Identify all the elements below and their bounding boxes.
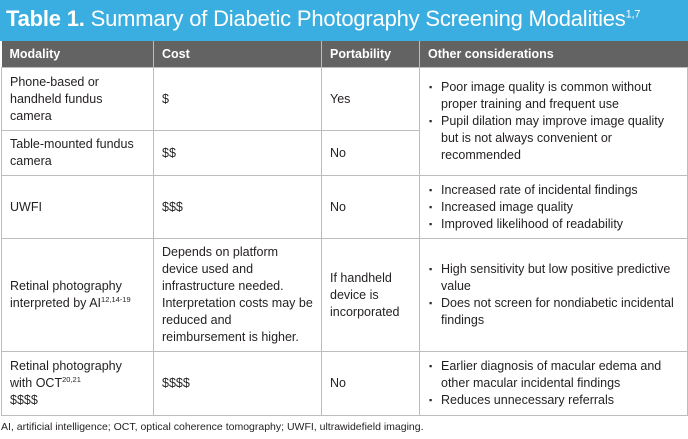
considerations-list [428, 358, 679, 409]
table-label: Table 1. [6, 6, 85, 31]
modalities-table [1, 41, 688, 416]
table-title [6, 6, 640, 32]
cost-cell: $$$$ [154, 352, 322, 416]
modality-cell: Phone-based or handheld fundus camera [2, 68, 154, 131]
modality-text: Retinal photography interpreted by AI [10, 279, 122, 310]
cost-cell: $ [154, 68, 322, 131]
considerations-cell [420, 176, 688, 239]
list-item: ▪ Increased image quality [441, 199, 679, 216]
list-item: ▪ Earlier diagnosis of macular edema and other macular incidental findings [441, 358, 679, 392]
considerations-cell [420, 352, 688, 416]
considerations-cell [420, 68, 688, 176]
modality-cell: UWFI [2, 176, 154, 239]
list-item: ▪ Improved likelihood of readability [441, 216, 679, 233]
modality-refs: 12,14-19 [101, 294, 131, 304]
portability-cell: No [322, 352, 420, 416]
cost-cell: $$$ [154, 176, 322, 239]
modality-text: Retinal photography with OCT [10, 359, 122, 390]
header-cost: Cost [154, 41, 322, 68]
table-row [2, 239, 688, 352]
modality-cell [2, 239, 154, 352]
considerations-list [428, 182, 679, 233]
table-row [2, 352, 688, 416]
cost-cell: Depends on platform device used and infrastructure needed. Interpretation costs may be reduced and reimbursement is higher. [154, 239, 322, 352]
list-item: ▪ High sensitivity but low positive predictive value [441, 261, 679, 295]
table-row [2, 176, 688, 239]
title-bar [0, 0, 688, 41]
list-item: ▪ Does not screen for nondiabetic incidental findings [441, 295, 679, 329]
modality-cell: Table-mounted fundus camera [2, 131, 154, 176]
modality-cell [2, 352, 154, 416]
considerations-list [428, 79, 679, 164]
considerations-list [428, 261, 679, 329]
header-other-considerations: Other considerations [420, 41, 688, 68]
portability-cell: No [322, 176, 420, 239]
portability-cell: If handheld device is incorporated [322, 239, 420, 352]
portability-cell: Yes [322, 68, 420, 131]
modality-refs: 20,21 [62, 374, 81, 384]
list-item: ▪ Reduces unnecessary referrals [441, 392, 679, 409]
list-item: ▪ Increased rate of incidental findings [441, 182, 679, 199]
table-title-text: Summary of Diabetic Photography Screening Modalities [90, 6, 626, 31]
modality-extra: $$$$ [10, 393, 38, 407]
considerations-cell [420, 239, 688, 352]
list-item: ▪ Poor image quality is common without proper training and frequent use [441, 79, 679, 113]
list-item: ▪ Pupil dilation may improve image quality but is not always convenient or recommended [441, 113, 679, 164]
header-portability: Portability [322, 41, 420, 68]
cost-cell: $$ [154, 131, 322, 176]
portability-cell: No [322, 131, 420, 176]
table-title-refs: 1,7 [625, 8, 641, 21]
footnote: AI, artificial intelligence; OCT, optical coherence tomography; UWFI, ultrawidefield imaging. [1, 421, 424, 433]
table-row [2, 68, 688, 131]
header-modality: Modality [2, 41, 154, 68]
header-row [2, 41, 688, 68]
